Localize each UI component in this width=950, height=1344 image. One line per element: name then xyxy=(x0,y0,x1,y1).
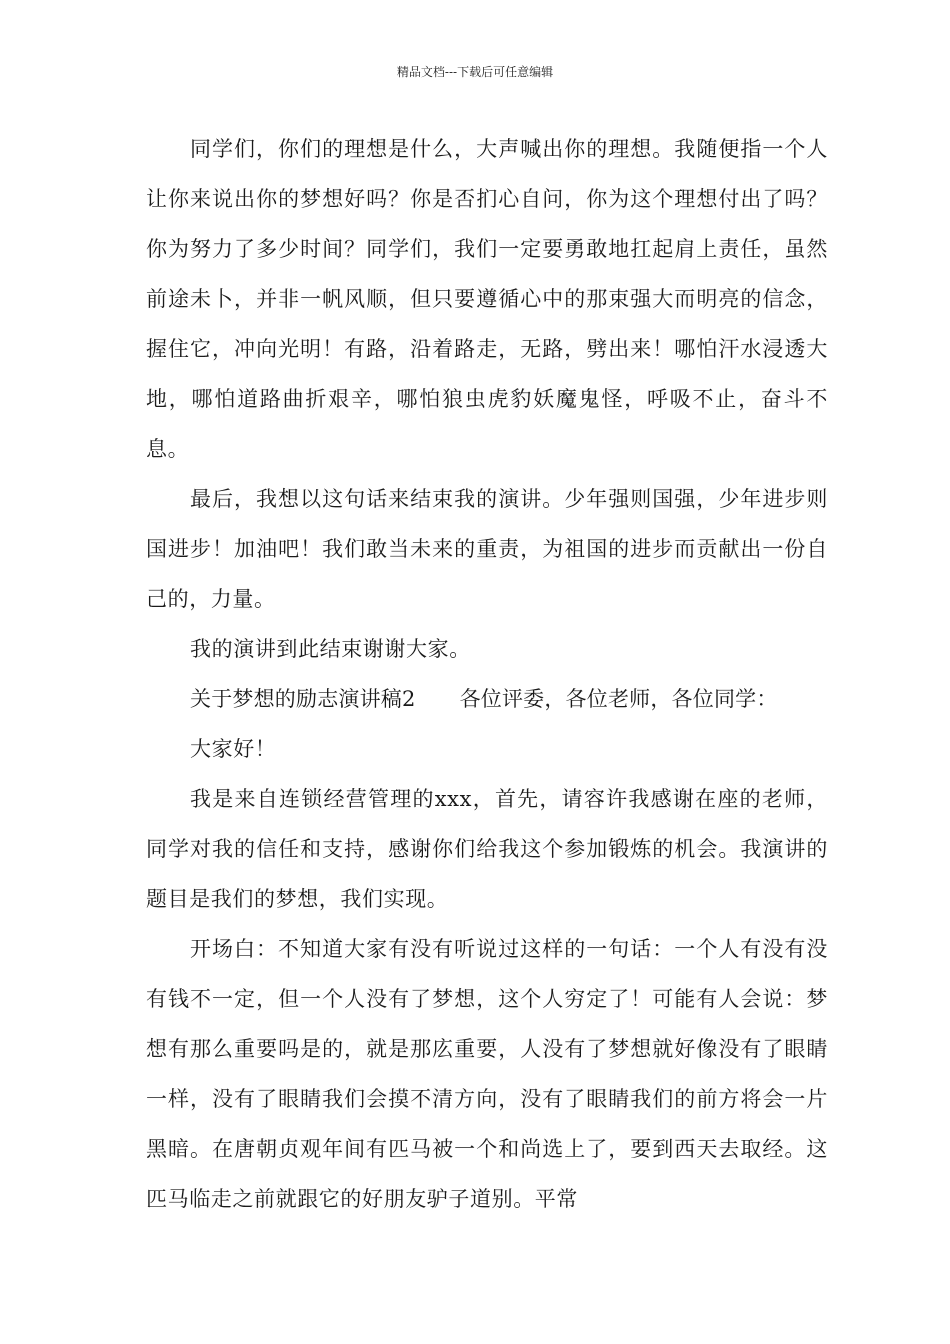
paragraph-thanks: 我的演讲到此结束谢谢大家。 xyxy=(190,637,471,661)
paragraph-conclusion: 最后，我想以这句话来结束我的演讲。少年强则国强，少年进步则国进步！加油吧！我们敢当未来的重责，为祖国的进步而贡献出一份自己的，力量。 xyxy=(146,487,828,611)
paragraph-opening: 开场白：不知道大家有没有听说过这样的一句话：一个人有没有没有钱不一定，但一个人没有了梦想，这个人穷定了！可能有人会说：梦想有那么重要吗是的，就是那庅重要，人没有了梦想就好像没有了眼睛一样，没有了眼睛我们会摸不清方向，没有了眼睛我们的前方将会一片黑暗。在唐朝贞观年间有匹马被一个和尚选上了，要到西天去取经。这匹马临走之前就跟它的好朋友驴子道别。平常 xyxy=(146,937,828,1211)
speech-title-line xyxy=(146,674,828,724)
paragraph-ideal: 同学们，你们的理想是什么，大声喊出你的理想。我随便指一个人让你来说出你的梦想好吗？你是否扪心自问，你为这个理想付出了吗？你为努力了多少时间？同学们，我们一定要勇敢地扛起肩上责任，虽然前途未卜，并非一帆风顺，但只要遵循心中的那束强大而明亮的信念，握住它，冲向光明！有路，沿着路走，无路，劈出来！哪怕汗水浸透大地，哪怕道路曲折艰辛，哪怕狼虫虎豹妖魔鬼怪，呼吸不止，奋斗不息。 xyxy=(146,137,828,461)
paragraph-introduction: 我是来自连锁经营管理的xxx，首先，请容许我感谢在座的老师，同学对我的信任和支持，感谢你们给我这个参加锻炼的机会。我演讲的题目是我们的梦想，我们实现。 xyxy=(146,787,828,911)
speech-greeting: 各位评委，各位老师，各位同学： xyxy=(459,687,778,711)
paragraph-hello: 大家好！ xyxy=(190,737,277,761)
speech-title: 关于梦想的励志演讲稿2 xyxy=(190,687,416,711)
page-header: 精品文档---下载后可任意编辑 xyxy=(396,65,554,79)
document-body xyxy=(146,124,828,1224)
